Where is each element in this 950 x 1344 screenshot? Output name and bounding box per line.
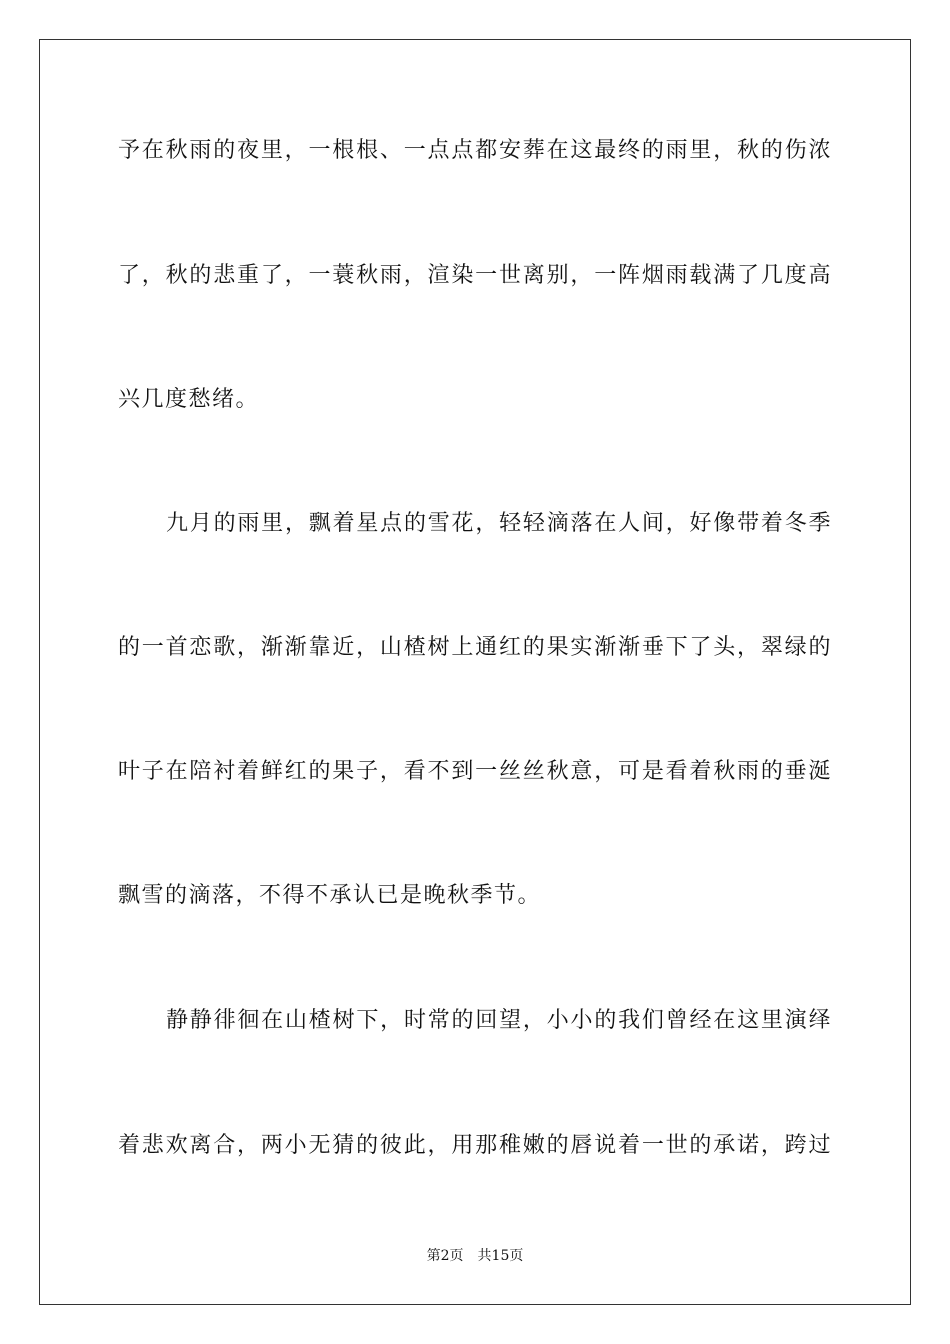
text-line-2: 了，秋的悲重了，一蓑秋雨，渲染一世离别，一阵烟雨载满了几度高 xyxy=(118,263,832,288)
text-line-6: 叶子在陪衬着鲜红的果子，看不到一丝丝秋意，可是看着秋雨的垂涎 xyxy=(118,759,832,784)
page-footer xyxy=(0,1247,950,1265)
text-line-8: 静静徘徊在山楂树下，时常的回望，小小的我们曾经在这里演绎 xyxy=(166,1008,832,1033)
text-line-3: 兴几度愁绪。 xyxy=(118,387,260,412)
text-line-1: 予在秋雨的夜里，一根根、一点点都安葬在这最终的雨里，秋的伤浓 xyxy=(118,138,832,163)
text-line-7: 飘雪的滴落，不得不承认已是晚秋季节。 xyxy=(118,883,542,908)
text-line-5: 的一首恋歌，渐渐靠近，山楂树上通红的果实渐渐垂下了头，翠绿的 xyxy=(118,635,832,660)
page-number: 第2页 xyxy=(426,1248,464,1264)
text-line-9: 着悲欢离合，两小无猜的彼此，用那稚嫩的唇说着一世的承诺，跨过 xyxy=(118,1133,832,1158)
page-total: 共15页 xyxy=(477,1248,524,1264)
page-frame xyxy=(39,39,911,1305)
text-line-4: 九月的雨里，飘着星点的雪花，轻轻滴落在人间，好像带着冬季 xyxy=(166,511,832,536)
